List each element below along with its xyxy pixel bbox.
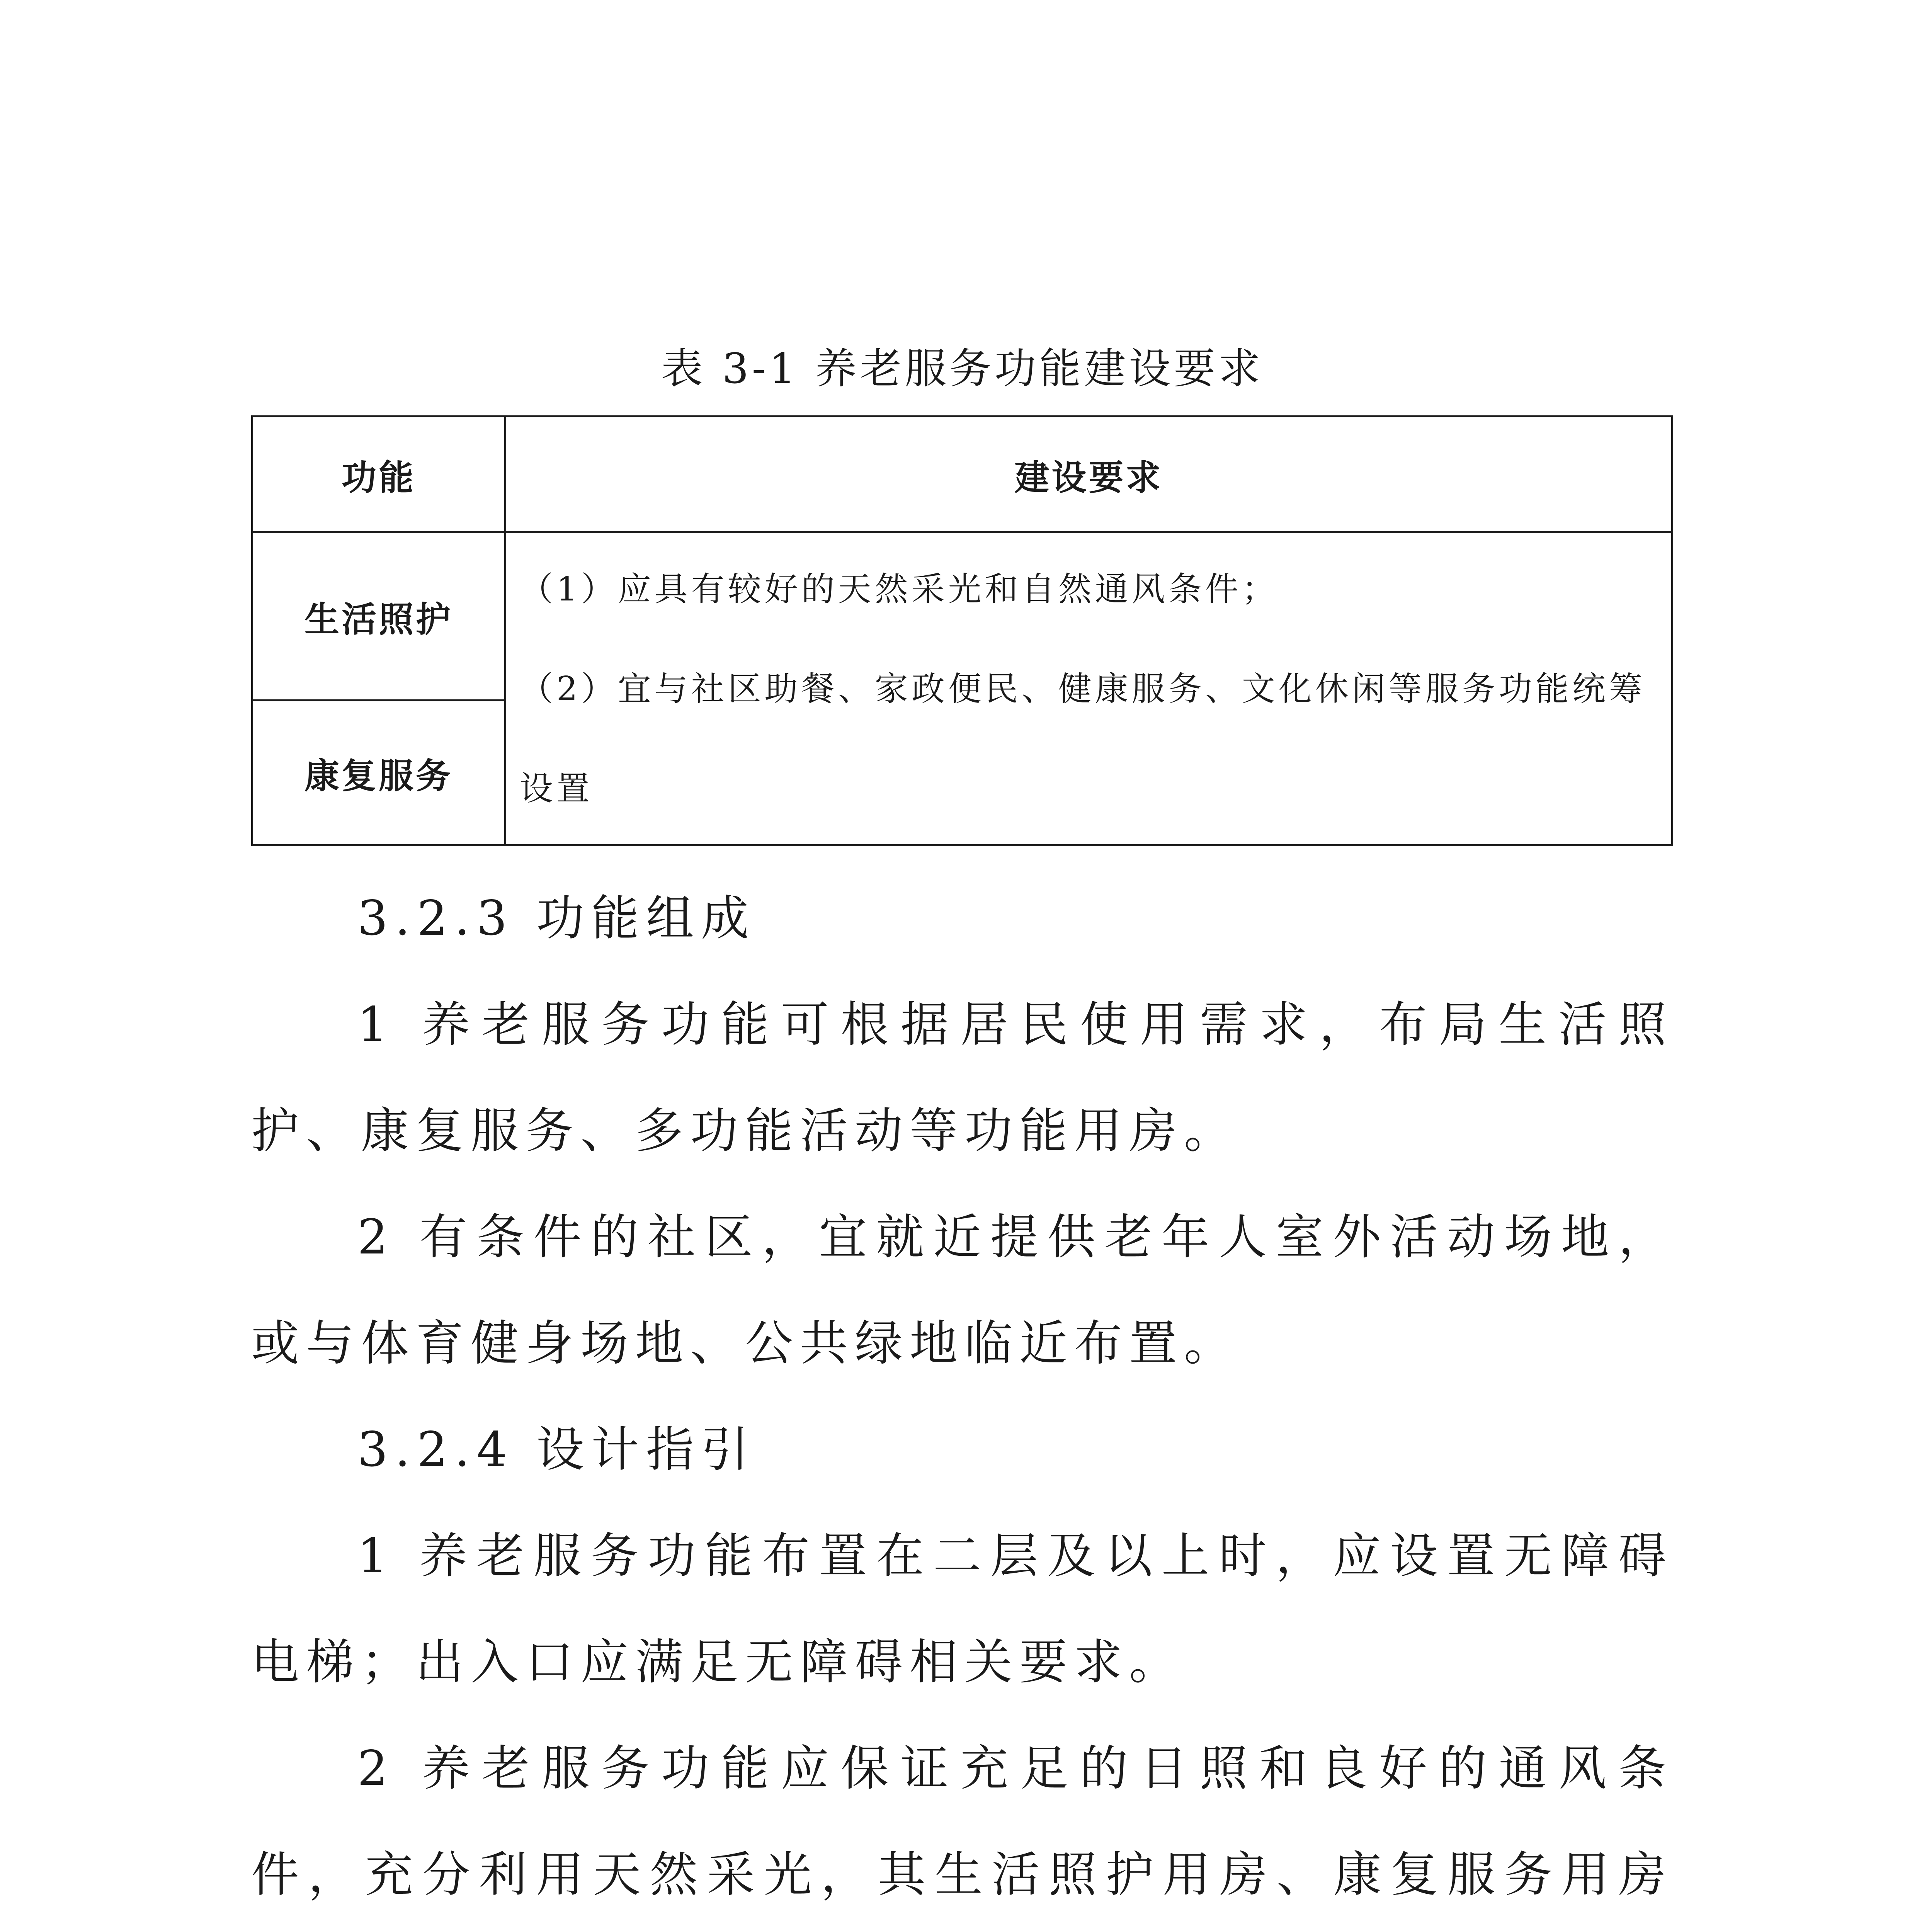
table-cell-function: 生活照护: [252, 532, 505, 701]
section-heading: 3.2.3 功能组成: [357, 891, 756, 946]
table-caption: 表 3-1 养老服务功能建设要求: [661, 345, 1264, 393]
table-header-function: 功能: [252, 417, 505, 532]
requirement-item: （2）宜与社区助餐、家政便民、健康服务、文化休闲等服务功能统筹设置: [520, 669, 1646, 808]
table-header-requirement: 建设要求: [505, 417, 1672, 532]
table-cell-requirements: [505, 532, 1672, 845]
paragraph: 1 养老服务功能布置在二层及以上时，应设置无障碍电梯；出入口应满足无障碍相关要求。: [251, 1528, 1673, 1690]
requirements-table: [251, 415, 1673, 846]
table-row: [252, 532, 1672, 701]
requirement-item: （1）应具有较好的天然采光和自然通风条件；: [520, 570, 1279, 609]
table-cell-function: 康复服务: [252, 701, 505, 845]
table-header-row: [252, 417, 1672, 532]
section-heading: 3.2.4 设计指引: [357, 1422, 756, 1478]
paragraph: 1 养老服务功能可根据居民使用需求，布局生活照护、康复服务、多功能活动等功能用房。: [251, 997, 1673, 1159]
paragraph: 2 养老服务功能应保证充足的日照和良好的通风条件，充分利用天然采光，其生活照护用房、康复服务用房: [251, 1741, 1673, 1903]
paragraph: 2 有条件的社区，宜就近提供老年人室外活动场地，或与体育健身场地、公共绿地临近布置。: [251, 1209, 1673, 1371]
body-text: [251, 866, 1673, 1932]
